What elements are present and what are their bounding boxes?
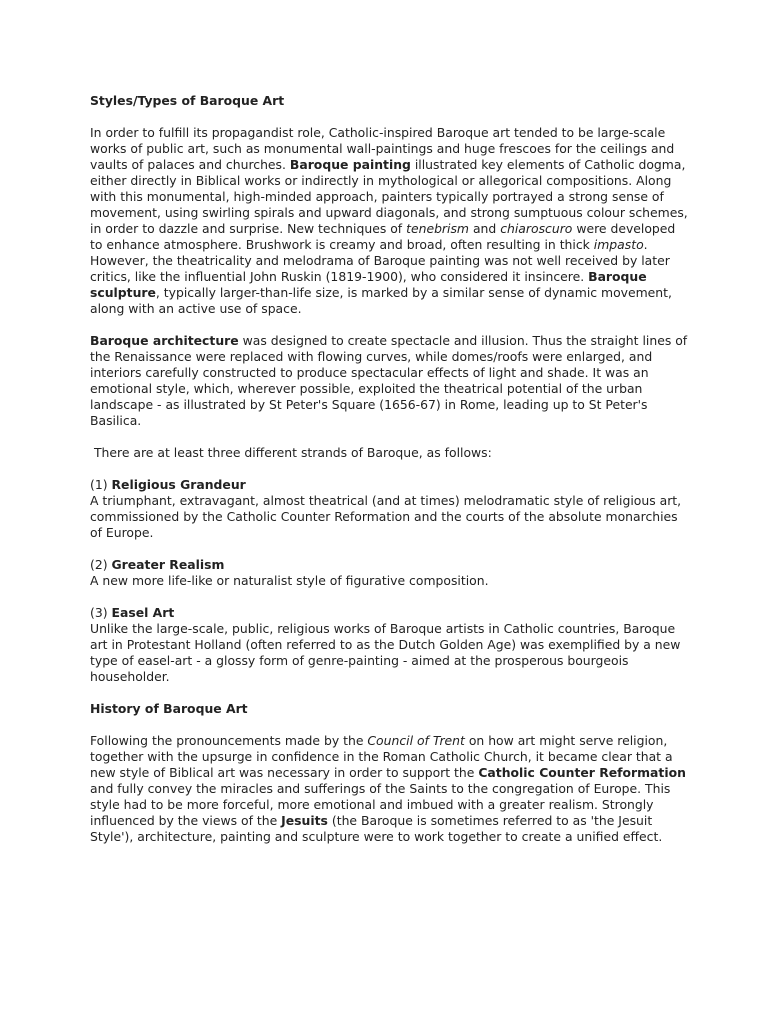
text-run: illustrated key elements of Catholic dogma, either directly in Biblical works or indirectly in mythological or allegorical compositions. Along with this monumental, high-minded approach, painters typically portrayed a strong sense of movement, using swirling spirals and upward diagonals, and strong sumptuous colour schemes, in order to dazzle and surprise. New techniques of (90, 157, 688, 236)
text-run: , typically larger-than-life size, is marked by a similar sense of dynamic movement, along with an active use of space. (90, 285, 672, 316)
text-run: In order to fulfill its propagandist role, Catholic-inspired Baroque art tended to be large-scale works of public art, such as monumental wall-paintings and huge frescoes for the ceilings and vaults of palaces and churches. (90, 125, 675, 172)
italic-term-chiaroscuro: chiaroscuro (500, 221, 573, 236)
text-run: . However, the theatricality and melodrama of Baroque painting was not well received by later critics, like the influential John Ruskin (1819-1900), who considered it insincere. (90, 237, 670, 284)
strand-description: Unlike the large-scale, public, religious works of Baroque artists in Catholic countries, Baroque art in Protestant Holland (often referred to as the Dutch Golden Age) was exemplified by a new type of easel-art - a glossy form of genre-painting - aimed at the prosperous bourgeois householder. (90, 621, 681, 684)
text-run: was designed to create spectacle and illusion. Thus the straight lines of the Renaissance were replaced with flowing curves, while domes/roofs were enlarged, and interiors carefully constructed to produce spectacular effects of light and shade. It was an emotional style, which, wherever possible, exploited the theatrical potential of the urban landscape - as illustrated by St Peter's Square (1656-67) in Rome, leading up to St Peter's Basilica. (90, 333, 688, 428)
strand-title-line (90, 605, 690, 621)
text-run: and (469, 221, 501, 236)
paragraph-strands-intro: There are at least three different strands of Baroque, as follows: (90, 445, 492, 460)
text-run: were developed to enhance atmosphere. Brushwork is creamy and broad, often resulting in thick (90, 221, 676, 252)
paragraph-styles-intro (90, 125, 690, 317)
section-heading-history: History of Baroque Art (90, 701, 248, 716)
strand-item (90, 605, 690, 685)
paragraph-architecture (90, 333, 690, 429)
bold-term-baroque-architecture: Baroque architecture (90, 333, 239, 348)
italic-term-council-of-trent: Council of Trent (367, 733, 465, 748)
text-run: and fully convey the miracles and sufferings of the Saints to the congregation of Europe. This style had to be more forceful, more emotional and imbued with a greater realism. Strongly influenced by the views of the (90, 781, 671, 828)
section-heading-styles: Styles/Types of Baroque Art (90, 93, 285, 108)
strand-description: A new more life-like or naturalist style of figurative composition. (90, 573, 489, 588)
strand-number: (2) (90, 557, 112, 572)
strand-number: (3) (90, 605, 112, 620)
strand-title: Religious Grandeur (111, 477, 246, 492)
strand-description: A triumphant, extravagant, almost theatrical (and at times) melodramatic style of religious art, commissioned by the Catholic Counter Reformation and the courts of the absolute monarchies of Europe. (90, 493, 682, 540)
strand-title-line (90, 477, 690, 493)
text-run: on how art might serve religion, together with the upsurge in confidence in the Roman Catholic Church, it became clear that a new style of Biblical art was necessary in order to support the (90, 733, 673, 780)
strand-title-line (90, 557, 690, 573)
italic-term-tenebrism: tenebrism (406, 221, 469, 236)
strand-title: Easel Art (111, 605, 175, 620)
bold-term-baroque-painting: Baroque painting (289, 157, 411, 172)
strand-item (90, 477, 690, 541)
strand-number: (1) (90, 477, 112, 492)
italic-term-impasto: impasto (593, 237, 644, 252)
bold-term-jesuits: Jesuits (281, 813, 328, 828)
strand-item (90, 557, 690, 589)
bold-term-counter-reformation: Catholic Counter Reformation (478, 765, 686, 780)
text-run: (the Baroque is sometimes referred to as 'the Jesuit Style'), architecture, painting and sculpture were to work together to create a unified effect. (90, 813, 663, 844)
strand-title: Greater Realism (111, 557, 225, 572)
document-page (90, 93, 690, 845)
bold-term-baroque-sculpture: Baroque sculpture (90, 269, 647, 300)
text-run: Following the pronouncements made by the (90, 733, 368, 748)
paragraph-history (90, 733, 690, 845)
